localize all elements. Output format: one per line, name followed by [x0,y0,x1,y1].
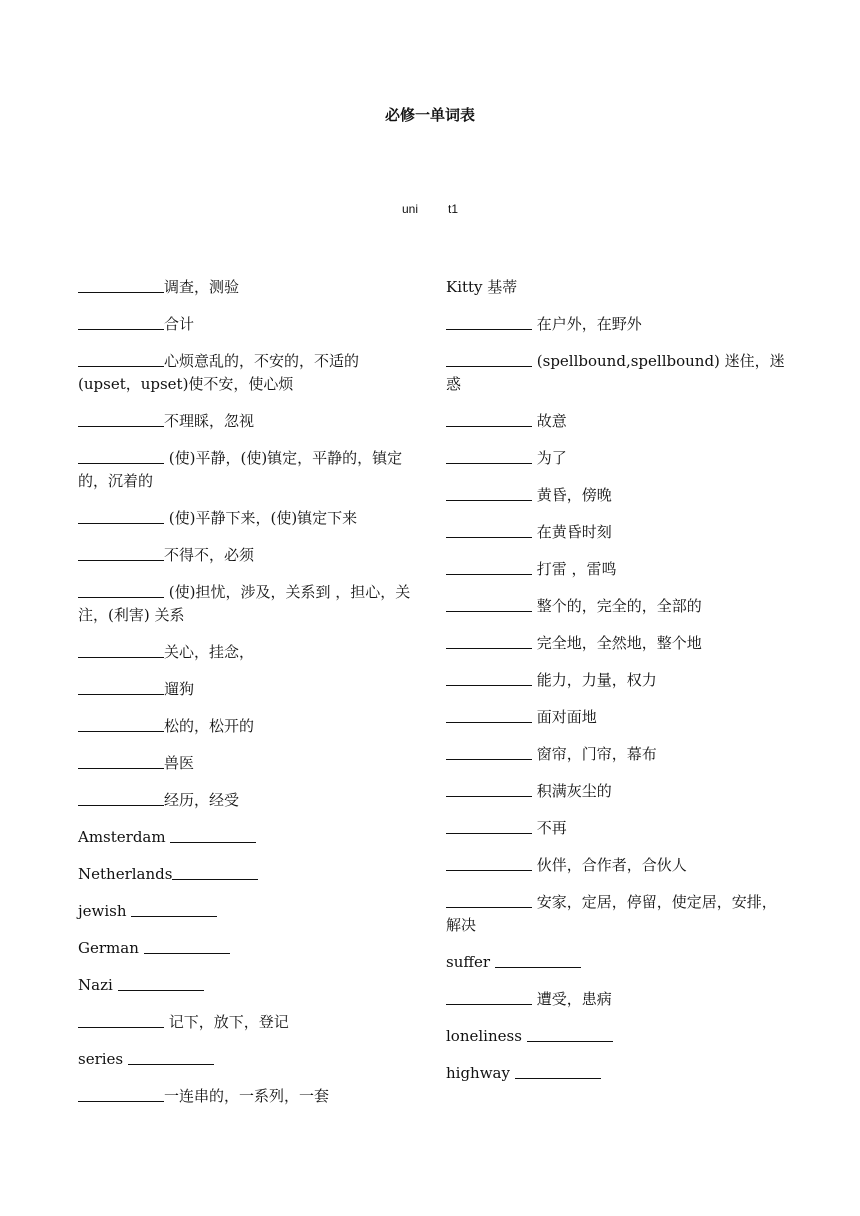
answer-blank[interactable] [446,671,532,686]
vocab-entry [446,484,786,507]
vocab-meaning: (使)平静，(使)镇定，平静的，镇定的，沉着的 [78,449,403,490]
vocab-entry [446,988,786,1011]
vocab-meaning: 窗帘，门帘，幕布 [532,745,657,763]
answer-blank[interactable] [495,953,581,968]
vocab-entry [78,544,418,567]
vocab-entry [446,891,786,937]
vocab-entry [78,863,418,886]
vocab-entry [78,678,418,701]
vocab-word: Netherlands [78,865,173,883]
vocab-entry [78,900,418,923]
vocab-meaning: 不理睬，忽视 [164,412,255,430]
vocab-meaning: 面对面地 [532,708,597,726]
answer-blank[interactable] [78,352,164,367]
vocab-meaning: 松的，松开的 [164,717,255,735]
answer-blank[interactable] [446,449,532,464]
answer-blank[interactable] [78,754,164,769]
answer-blank[interactable] [144,939,230,954]
vocab-meaning: 在黄昏时刻 [532,523,612,541]
answer-blank[interactable] [78,680,164,695]
vocab-entry [78,410,418,433]
answer-blank[interactable] [446,560,532,575]
answer-blank[interactable] [78,412,164,427]
vocab-entry [446,780,786,803]
vocab-word: suffer [446,953,495,971]
vocab-meaning: 故意 [532,412,567,430]
vocab-entry [446,558,786,581]
vocab-meaning: 整个的，完全的，全部的 [532,597,702,615]
vocab-entry [78,313,418,336]
answer-blank[interactable] [78,449,164,464]
answer-blank[interactable] [118,976,204,991]
vocab-meaning: 遭受，患病 [532,990,612,1008]
vocab-word: Kitty 基蒂 [446,278,518,296]
right-word-column [446,276,786,1099]
vocab-word: Nazi [78,976,118,994]
vocab-meaning: 打雷 ，雷鸣 [532,560,617,578]
vocab-meaning: 在户外，在野外 [532,315,642,333]
vocab-meaning: 不得不，必须 [164,546,255,564]
vocab-meaning: 完全地，全然地，整个地 [532,634,702,652]
vocab-entry [446,313,786,336]
answer-blank[interactable] [78,315,164,330]
vocab-meaning: 心烦意乱的，不安的，不适的(upset，upset)使不安，使心烦 [78,352,360,393]
vocab-meaning: 黄昏，傍晚 [532,486,612,504]
answer-blank[interactable] [170,828,256,843]
answer-blank[interactable] [78,278,164,293]
answer-blank[interactable] [446,315,532,330]
vocab-meaning: 为了 [532,449,567,467]
vocab-entry [446,521,786,544]
vocab-entry [78,507,418,530]
answer-blank[interactable] [131,902,217,917]
vocab-meaning: 关心，挂念， [164,643,255,661]
answer-blank[interactable] [172,865,258,880]
answer-blank[interactable] [446,893,532,908]
answer-blank[interactable] [78,583,164,598]
unit-heading [0,202,860,216]
vocab-entry [446,817,786,840]
answer-blank[interactable] [446,782,532,797]
answer-blank[interactable] [78,546,164,561]
vocab-meaning: (使)平静下来，(使)镇定下来 [164,509,358,527]
vocab-entry [78,1048,418,1071]
vocab-entry [78,826,418,849]
answer-blank[interactable] [446,634,532,649]
answer-blank[interactable] [446,990,532,1005]
vocab-entry [78,1011,418,1034]
vocab-entry [446,632,786,655]
vocab-word: German [78,939,144,957]
vocab-entry [78,937,418,960]
vocab-meaning: 不再 [532,819,567,837]
vocab-entry [78,1085,418,1108]
vocab-entry [78,276,418,299]
vocab-meaning: 记下，放下，登记 [164,1013,289,1031]
vocab-entry [446,854,786,877]
vocab-meaning: (使)担忧，涉及，关系到 ，担心，关注，(利害) 关系 [78,583,411,624]
document-title: 必修一单词表 [384,106,475,124]
vocab-entry [78,350,418,396]
vocab-entry [446,669,786,692]
vocab-word: series [78,1050,128,1068]
vocab-meaning: 一连串的，一系列，一套 [164,1087,330,1105]
vocab-entry [78,715,418,738]
answer-blank[interactable] [446,352,532,367]
answer-blank[interactable] [446,745,532,760]
answer-blank[interactable] [446,523,532,538]
answer-blank[interactable] [446,856,532,871]
vocab-meaning: 能力，力量，权力 [532,671,657,689]
answer-blank[interactable] [446,597,532,612]
answer-blank[interactable] [78,643,164,658]
answer-blank[interactable] [78,717,164,732]
vocab-entry [78,974,418,997]
answer-blank[interactable] [446,412,532,427]
answer-blank[interactable] [128,1050,214,1065]
vocab-entry [78,641,418,664]
vocab-entry [446,410,786,433]
vocab-entry [78,581,418,627]
vocab-word: Amsterdam [78,828,171,846]
unit-label-part2: t1 [448,202,459,216]
vocab-entry [446,276,786,299]
left-word-column [78,276,418,1122]
vocab-meaning: 遛狗 [164,680,195,698]
answer-blank[interactable] [446,708,532,723]
vocab-entry [446,447,786,470]
vocab-word: jewish [78,902,132,920]
vocab-meaning: 安家，定居，停留，使定居，安排，解决 [446,893,777,934]
vocab-word: highway [446,1064,515,1082]
answer-blank[interactable] [78,791,164,806]
answer-blank[interactable] [515,1064,601,1079]
vocab-meaning: (spellbound,spellbound) 迷住，迷惑 [446,352,785,393]
answer-blank[interactable] [527,1027,613,1042]
vocab-entry [78,789,418,812]
answer-blank[interactable] [446,486,532,501]
vocab-meaning: 兽医 [164,754,195,772]
vocab-entry [446,951,786,974]
vocab-meaning: 伙伴，合作者，合伙人 [532,856,687,874]
vocab-entry [446,1062,786,1085]
vocab-entry [446,743,786,766]
vocab-entry [446,1025,786,1048]
vocab-entry [446,706,786,729]
vocab-entry [78,447,418,493]
vocab-entry [446,350,786,396]
answer-blank[interactable] [446,819,532,834]
unit-label-part1: uni [401,202,418,216]
vocab-meaning: 经历，经受 [164,791,240,809]
vocab-entry [446,595,786,618]
answer-blank[interactable] [78,1013,164,1028]
answer-blank[interactable] [78,509,164,524]
vocab-meaning: 调查，测验 [164,278,240,296]
answer-blank[interactable] [78,1087,164,1102]
vocab-word: loneliness [446,1027,527,1045]
vocab-meaning: 合计 [164,315,195,333]
vocab-meaning: 积满灰尘的 [532,782,612,800]
vocab-entry [78,752,418,775]
